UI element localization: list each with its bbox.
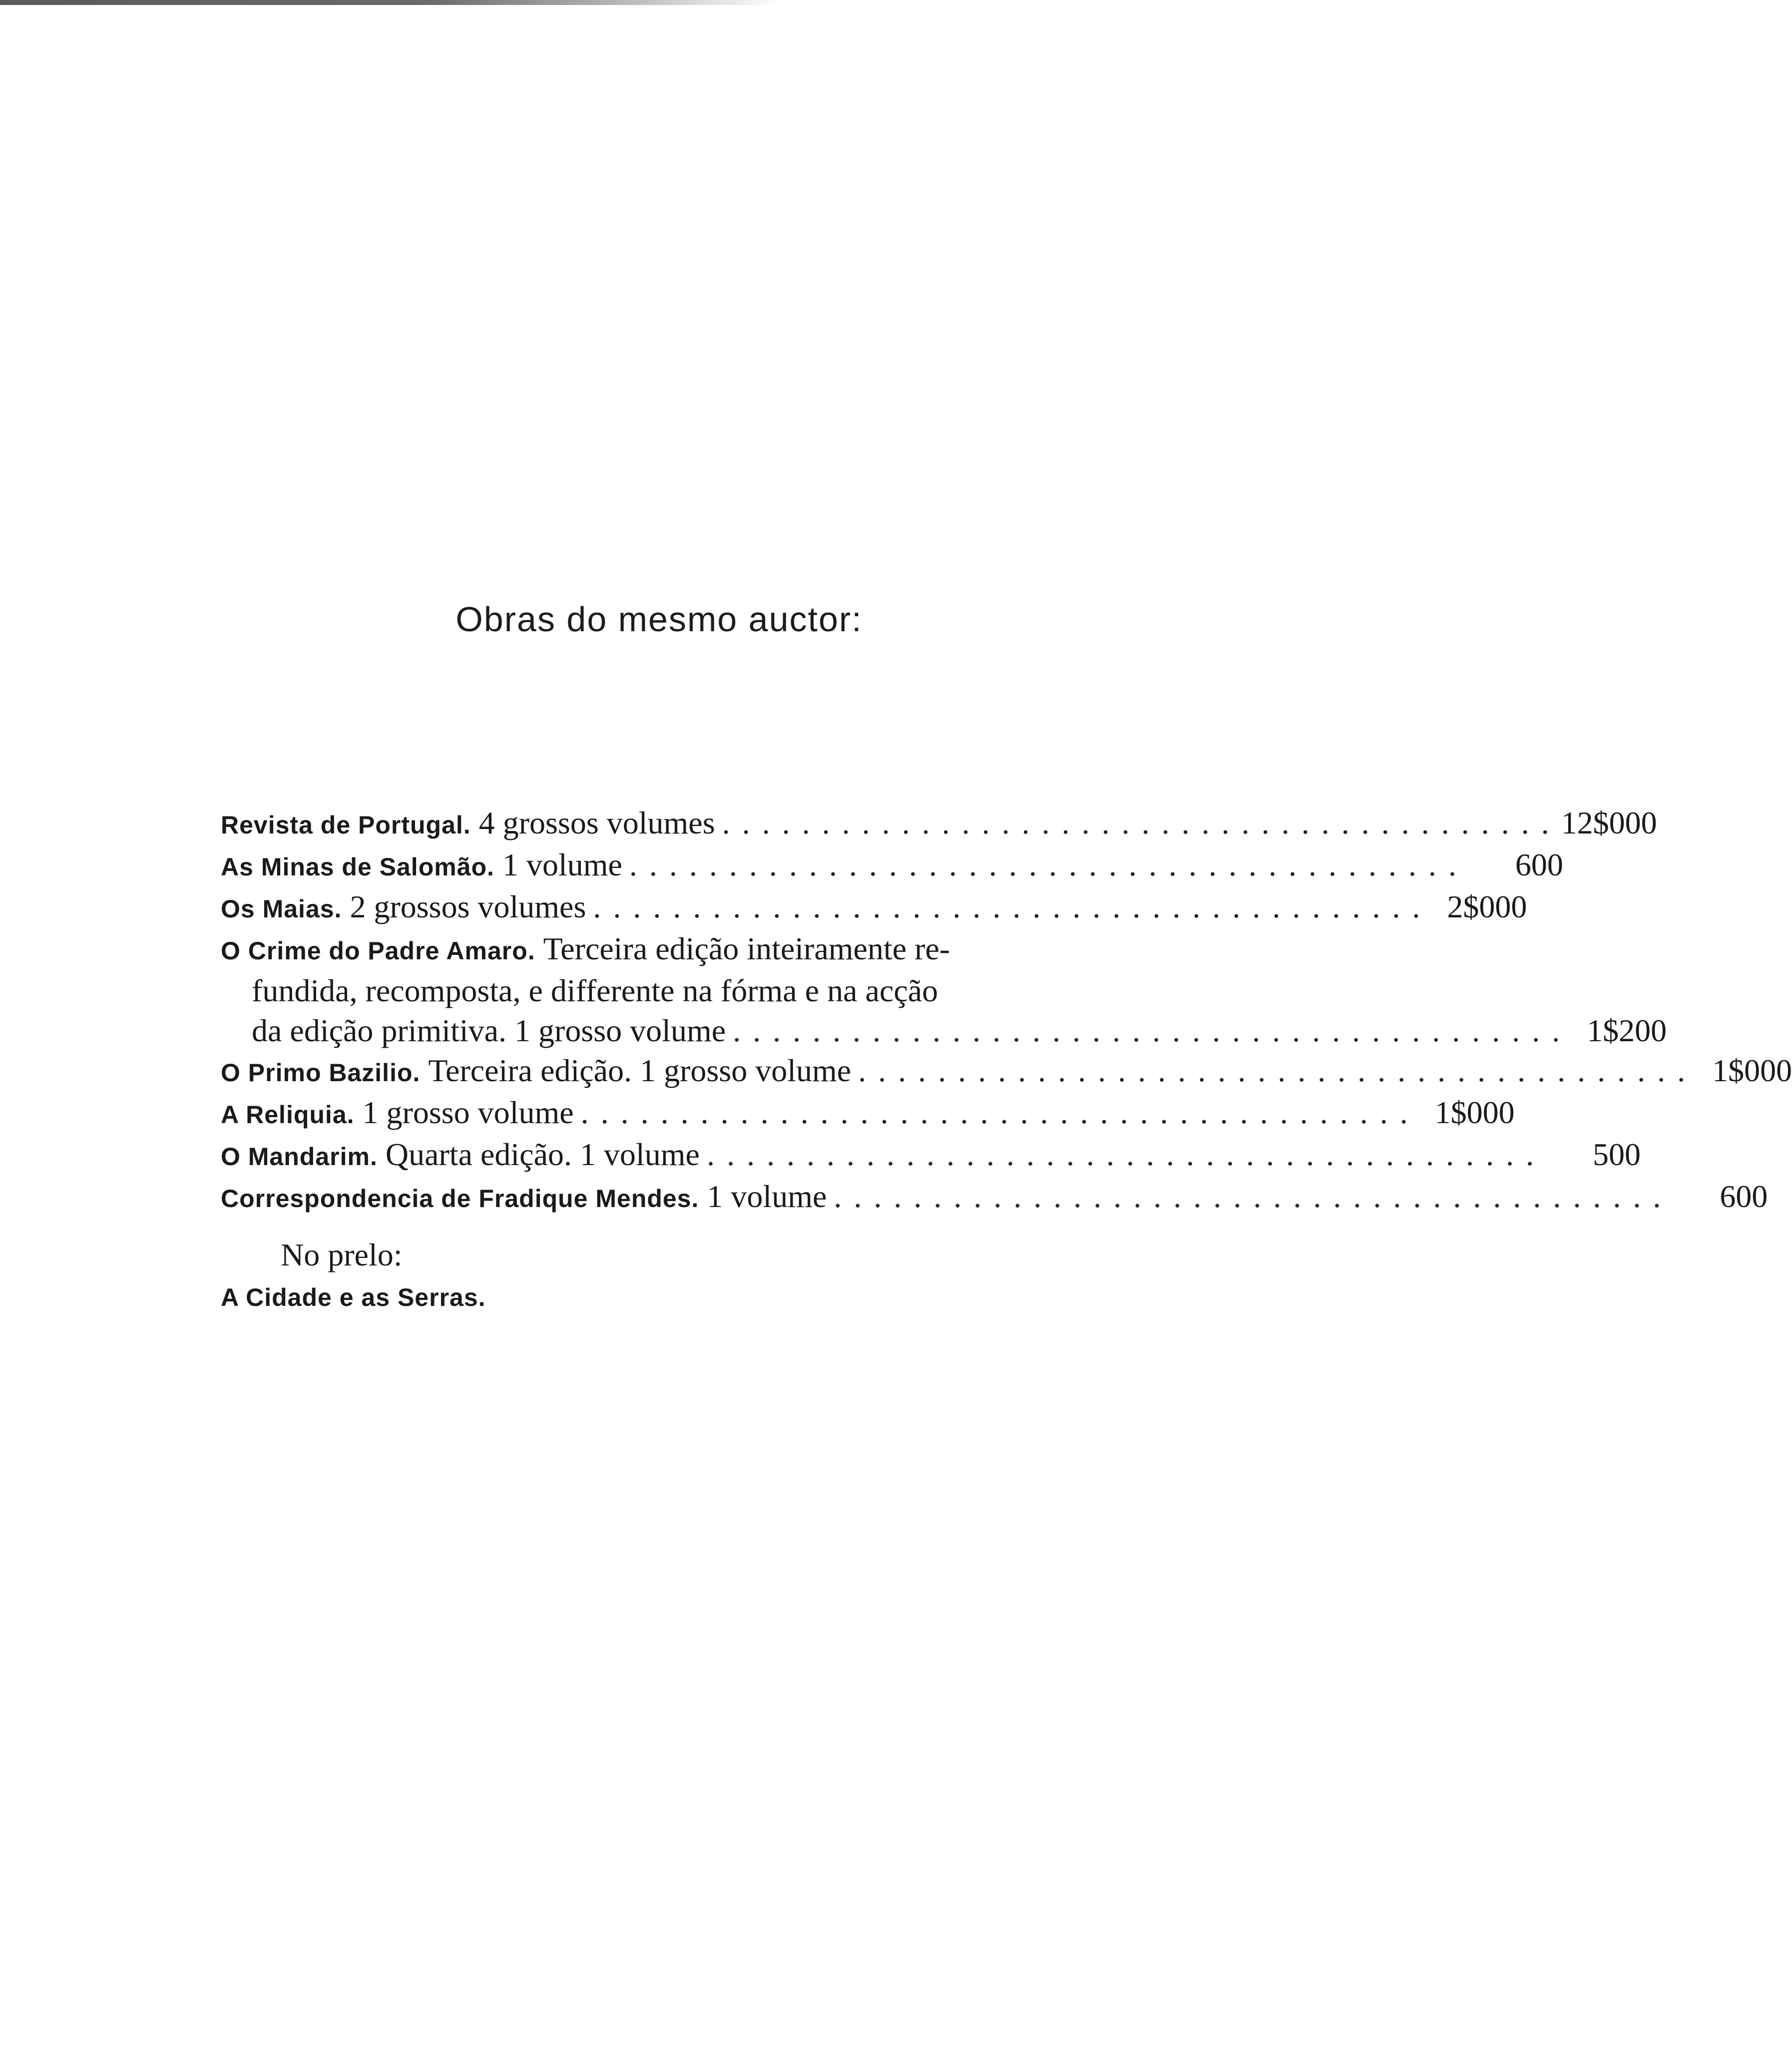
work-price: 12$000 xyxy=(1561,805,1657,840)
dot-leader: .......................................... xyxy=(706,1137,1546,1172)
work-price: 1$000 xyxy=(1712,1053,1792,1088)
dot-leader: .......................................... xyxy=(733,1013,1572,1048)
work-title: Correspondencia de Fradique Mendes. xyxy=(221,1185,699,1213)
work-line: fundida, recomposta, e differente na fórma e na acção xyxy=(252,973,938,1008)
work-price: 500 xyxy=(1592,1137,1641,1172)
work-title: Os Maias. xyxy=(221,895,342,923)
work-description: da edição primitiva. 1 grosso volume xyxy=(252,1013,726,1048)
work-price: 1$200 xyxy=(1587,1013,1667,1048)
work-entry xyxy=(221,845,1563,887)
work-line xyxy=(221,929,1175,971)
work-title: As Minas de Salomão. xyxy=(221,853,494,881)
work-title: O Primo Bazilio. xyxy=(221,1059,421,1087)
works-list xyxy=(221,803,1792,1317)
work-price: 1$000 xyxy=(1434,1095,1515,1130)
work-title: Revista de Portugal. xyxy=(221,811,471,839)
dot-leader: .......................................... xyxy=(834,1179,1673,1214)
work-entry xyxy=(221,887,1527,929)
work-title: A Reliquia. xyxy=(221,1101,355,1129)
work-description: Quarta edição. 1 volume xyxy=(385,1137,700,1172)
work-entry xyxy=(221,803,1657,845)
work-description: Terceira edição. 1 grosso volume xyxy=(428,1053,852,1088)
work-description: 4 grossos volumes xyxy=(478,805,715,840)
work-entry xyxy=(221,1093,1515,1135)
work-description: 1 volume xyxy=(707,1179,827,1214)
work-title: O Mandarim. xyxy=(221,1143,378,1171)
dot-leader: .......................................... xyxy=(593,889,1432,924)
work-line xyxy=(221,1011,1667,1051)
work-description: 2 grossos volumes xyxy=(350,889,586,924)
work-price: 600 xyxy=(1720,1179,1768,1214)
forthcoming-title: A Cidade e as Serras. xyxy=(221,1283,486,1311)
work-description: 1 volume xyxy=(502,847,622,882)
page-heading: Obras do mesmo auctor: xyxy=(455,600,863,639)
work-price: 600 xyxy=(1515,847,1563,882)
work-entry-multiline xyxy=(221,929,1667,1051)
work-title: O Crime do Padre Amaro. xyxy=(221,937,535,965)
work-description: Terceira edição inteiramente re- xyxy=(543,931,950,966)
work-entry xyxy=(221,1135,1641,1177)
work-entry xyxy=(221,1051,1792,1093)
work-entry xyxy=(221,1177,1768,1219)
work-price: 2$000 xyxy=(1447,889,1527,924)
dot-leader: .......................................... xyxy=(722,805,1561,840)
top-edge-rule xyxy=(0,0,779,5)
work-description: 1 grosso volume xyxy=(362,1095,574,1130)
dot-leader: .......................................... xyxy=(858,1053,1698,1088)
dot-leader: .......................................... xyxy=(629,847,1468,882)
forthcoming-label: No prelo: xyxy=(281,1237,403,1272)
dot-leader: .......................................... xyxy=(580,1095,1420,1130)
